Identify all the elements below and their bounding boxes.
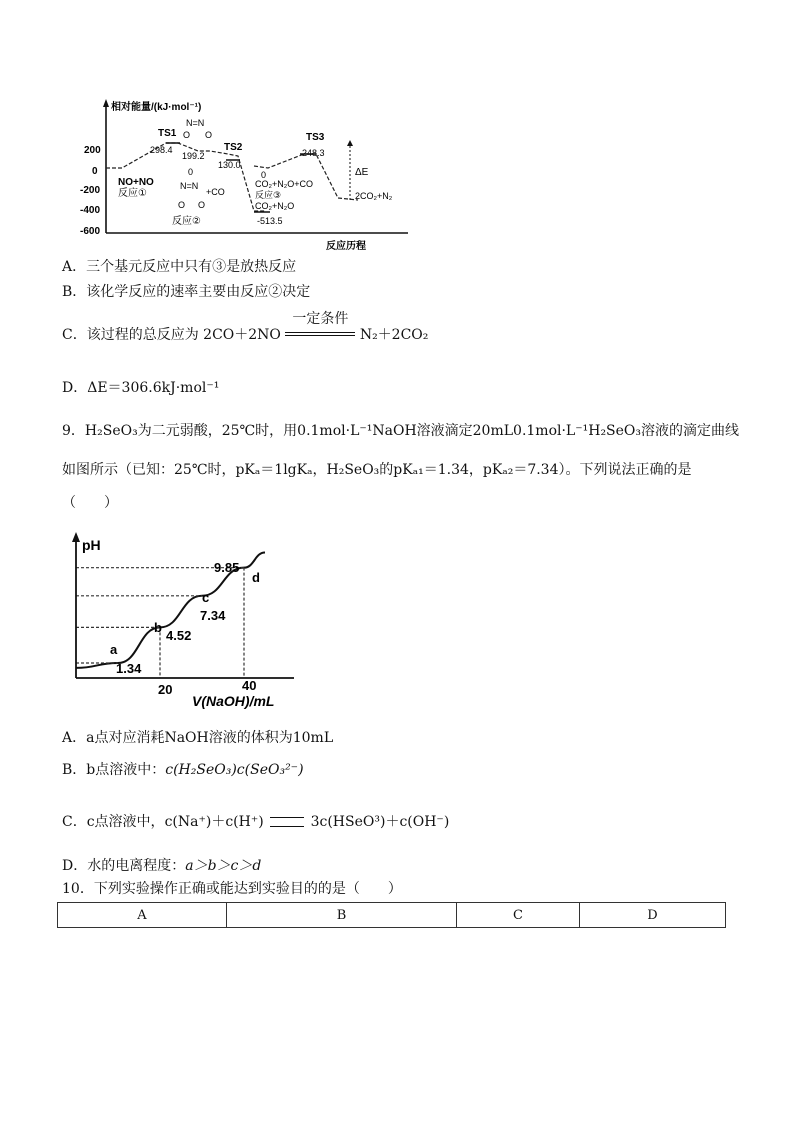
reaction-condition: 一定条件	[292, 311, 349, 327]
mid-struct: N=N	[180, 181, 199, 191]
energy-diagram	[58, 96, 418, 256]
reaction-3-label: 反应③	[255, 190, 282, 200]
energy-y-label: 相对能量/(kJ·mol⁻¹)	[111, 102, 202, 113]
point-a-value: 1.34	[116, 661, 142, 676]
start-species: NO+NO	[118, 177, 154, 188]
col-header-d: D	[580, 903, 726, 928]
q9-option-d-expr: a＞b＞c＞d	[185, 858, 262, 874]
product-species: 2CO₂+N₂	[355, 191, 393, 201]
point-d-value: 9.85	[214, 560, 240, 575]
point-c-label: c	[202, 590, 210, 605]
q9-stem-line1: 9．H₂SeO₃为二元弱酸，25℃时，用0.1mol·L⁻¹NaOH溶液滴定20mL0.1mol·L⁻¹H₂SeO₃溶液的滴定曲线	[62, 423, 740, 439]
delta-e-label: ΔE	[355, 167, 369, 178]
point-b-value: 4.52	[166, 628, 192, 643]
ts2-value: 130.0	[218, 160, 241, 170]
ts1-value: 298.4	[150, 145, 173, 155]
q10-stem: 10．下列实验操作正确或能达到实验目的的是（ ）	[62, 881, 402, 897]
ts1-label: TS1	[158, 128, 177, 139]
zero-1: 0	[188, 167, 194, 177]
ts3-label: TS3	[306, 132, 325, 143]
svg-text:O: O	[198, 200, 206, 210]
q9-stem-line2: 如图所示（已知：25℃时，pKₐ＝1lgKₐ，H₂SeO₃的pKₐ₁＝1.34，pKₐ₂＝7.34）。下列说法正确的是	[62, 462, 692, 478]
tick-0: 0	[92, 166, 98, 177]
q9-option-c[interactable]	[62, 813, 449, 831]
q8-option-c-prefix: C．该过程的总反应为 2CO＋2NO	[62, 327, 281, 343]
col-header-b: B	[227, 903, 457, 928]
i2-value: -513.5	[257, 216, 283, 226]
reaction-arrow	[285, 311, 355, 342]
q9-option-b[interactable]	[62, 761, 304, 779]
point-a-label: a	[110, 642, 118, 657]
svg-text:O: O	[205, 130, 213, 140]
col-header-a: A	[58, 903, 227, 928]
reaction-1-label: 反应①	[118, 188, 147, 199]
i3-species: CO₂+N₂O+CO	[255, 179, 313, 189]
i2-species: CO₂+N₂O	[255, 201, 295, 211]
q9-option-d[interactable]	[62, 857, 261, 875]
q8-option-c-suffix: N₂＋2CO₂	[359, 327, 429, 343]
q9-option-c-prefix: C．c点溶液中，	[62, 814, 165, 830]
tick-neg200: -200	[80, 185, 101, 196]
equals-double-line	[270, 817, 304, 827]
ts2-label: TS2	[224, 142, 243, 153]
q9-option-c-left: c(Na⁺)＋c(H⁺)	[164, 814, 264, 830]
col-header-c: C	[457, 903, 580, 928]
q9-option-b-expr: c(H₂SeO₃)c(SeO₃²⁻)	[165, 762, 304, 778]
mid-plus: +CO	[206, 187, 225, 197]
titration-x-label: V(NaOH)/mL	[192, 693, 275, 709]
q8-option-c[interactable]	[62, 311, 429, 344]
titration-chart	[62, 528, 302, 714]
q9-option-d-prefix: D．水的电离程度：	[62, 858, 186, 874]
q9-stem-line3: （ ）	[62, 495, 118, 511]
energy-x-label: 反应历程	[326, 241, 366, 252]
titration-y-label: pH	[82, 537, 101, 553]
tick-200: 200	[84, 145, 101, 156]
q8-option-b[interactable]: B．该化学反应的速率主要由反应②决定	[62, 284, 311, 300]
i1-value: 199.2	[182, 151, 205, 161]
tick-neg600: -600	[80, 226, 101, 237]
point-c-value: 7.34	[200, 608, 226, 623]
q9-option-c-right: 3c(HSeO³)＋c(OH⁻)	[310, 814, 450, 830]
x-tick-40: 40	[242, 678, 257, 693]
point-b-label: b	[154, 620, 162, 635]
ts3-value: 248.3	[302, 148, 325, 158]
svg-text:O: O	[183, 130, 191, 140]
tick-neg400: -400	[80, 205, 101, 216]
x-tick-20: 20	[158, 682, 173, 697]
reaction-2-label: 反应②	[172, 216, 201, 227]
q10-answer-table	[57, 902, 726, 928]
zero-2: 0	[261, 170, 267, 180]
q8-option-d[interactable]: D．ΔE＝306.6kJ·mol⁻¹	[62, 380, 220, 396]
svg-text:O: O	[178, 200, 186, 210]
q9-option-a[interactable]: A．a点对应消耗NaOH溶液的体积为10mL	[62, 730, 334, 746]
q9-option-b-prefix: B．b点溶液中：	[62, 762, 166, 778]
i1-struct: N=N	[186, 118, 205, 128]
point-d-label: d	[252, 570, 260, 585]
q8-option-a[interactable]: A．三个基元反应中只有③是放热反应	[62, 259, 297, 275]
